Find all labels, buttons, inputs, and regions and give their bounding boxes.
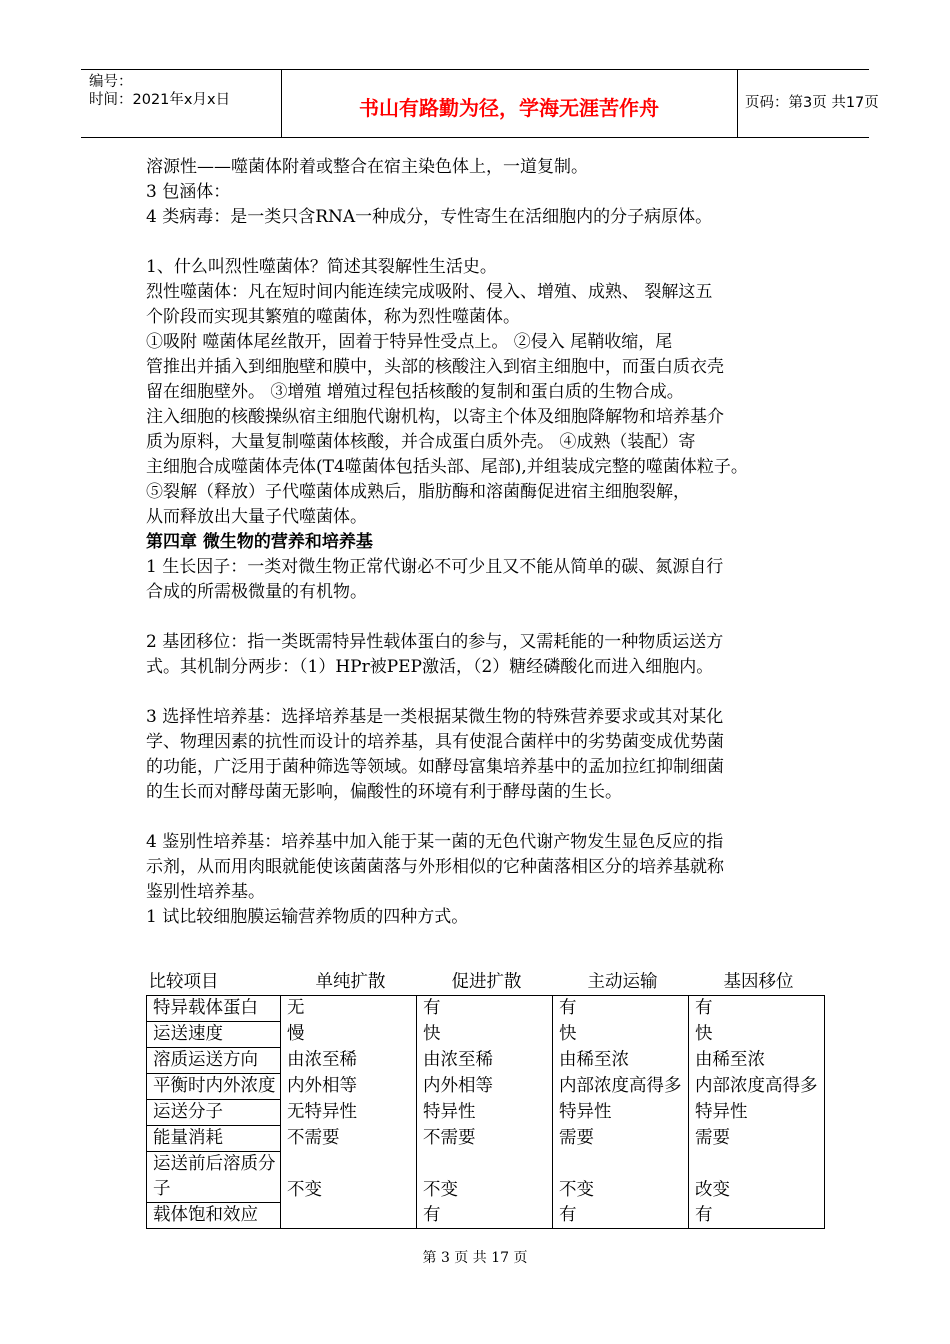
paragraph: 留在细胞壁外。 ③增殖 增殖过程包括核酸的复制和蛋白质的生物合成。 xyxy=(146,382,684,402)
table-cell: 有 xyxy=(417,1203,553,1229)
table-cell: 内外相等 xyxy=(281,1074,417,1100)
row-label: 运送速度 xyxy=(147,1022,281,1048)
table-cell: 不变 xyxy=(417,1152,553,1203)
header-cell: 基因移位 xyxy=(723,972,794,992)
chapter-heading: 第四章 微生物的营养和培养基 xyxy=(146,532,373,552)
paragraph: ①吸附 噬菌体尾丝散开，固着于特异性受点上。 ②侵入 尾鞘收缩，尾 xyxy=(146,332,673,352)
table-cell: 不需要 xyxy=(281,1126,417,1152)
paragraph: 的生长而对酵母菌无影响，偏酸性的环境有利于酵母菌的生长。 xyxy=(146,782,622,802)
table-row xyxy=(147,1022,825,1048)
paragraph: 示剂，从而用肉眼就能使该菌菌落与外形相似的它种菌落相区分的培养基就称 xyxy=(146,857,724,877)
table-cell: 慢 xyxy=(281,1022,417,1048)
table-cell: 内外相等 xyxy=(417,1074,553,1100)
header-cell: 比较项目 xyxy=(148,972,219,992)
table-cell: 需要 xyxy=(553,1126,689,1152)
table-cell: 不变 xyxy=(281,1152,417,1203)
table-cell: 内部浓度高得多 xyxy=(553,1074,689,1100)
paragraph: 主细胞合成噬菌体壳体(T4噬菌体包括头部、尾部),并组装成完整的噬菌体粒子。 xyxy=(146,457,748,477)
table-cell: 无 xyxy=(281,996,417,1022)
paragraph: 式。其机制分两步：（1）HPr被PEP激活，（2）糖经磷酸化而进入细胞内。 xyxy=(146,657,714,677)
paragraph: 个阶段而实现其繁殖的噬菌体，称为烈性噬菌体。 xyxy=(146,307,520,327)
page-header xyxy=(81,69,879,138)
row-label: 溶质运送方向 xyxy=(147,1048,281,1074)
header-cell: 促进扩散 xyxy=(451,972,522,992)
table-row xyxy=(147,996,825,1022)
table-cell: 由浓至稀 xyxy=(417,1048,553,1074)
table-row xyxy=(147,1048,825,1074)
paragraph: 4 类病毒：是一类只含RNA一种成分，专性寄生在活细胞内的分子病原体。 xyxy=(146,207,713,227)
paragraph: 鉴别性培养基。 xyxy=(146,882,265,902)
question-heading: 1 试比较细胞膜运输营养物质的四种方式。 xyxy=(146,907,469,927)
date-label: 时间：2021年x月x日 xyxy=(89,92,231,108)
row-label: 平衡时内外浓度 xyxy=(147,1074,281,1100)
motto: 书山有路勤为径，学海无涯苦作舟 xyxy=(359,96,659,120)
table-row xyxy=(147,1152,825,1203)
paragraph: 质为原料，大量复制噬菌体核酸，并合成蛋白质外壳。 ④成熟（装配）寄 xyxy=(146,432,696,452)
table-cell: 特异性 xyxy=(689,1100,825,1126)
header-left-cell xyxy=(81,70,282,137)
paragraph: 合成的所需极微量的有机物。 xyxy=(146,582,367,602)
page-footer: 第 3 页 共 17 页 xyxy=(422,1250,528,1266)
table-cell: 有 xyxy=(417,996,553,1022)
comparison-table xyxy=(146,970,825,1229)
table-cell: 快 xyxy=(689,1022,825,1048)
paragraph: 注入细胞的核酸操纵宿主细胞代谢机构，以寄主个体及细胞降解物和培养基介 xyxy=(146,407,724,427)
paragraph: 从而释放出大量子代噬菌体。 xyxy=(146,507,367,527)
paragraph: 烈性噬菌体：凡在短时间内能连续完成吸附、侵入、增殖、成熟、 裂解这五 xyxy=(146,282,713,302)
table-row xyxy=(147,1100,825,1126)
row-label: 能量消耗 xyxy=(147,1126,281,1152)
table-cell: 不变 xyxy=(553,1152,689,1203)
row-label: 载体饱和效应 xyxy=(147,1203,281,1229)
header-right-cell xyxy=(737,70,879,137)
document-number-label: 编号： xyxy=(89,74,133,90)
table-cell: 不需要 xyxy=(417,1126,553,1152)
paragraph: ⑤裂解（释放）子代噬菌体成熟后，脂肪酶和溶菌酶促进宿主细胞裂解， xyxy=(146,482,690,502)
table-cell: 内部浓度高得多 xyxy=(689,1074,825,1100)
table-cell: 需要 xyxy=(689,1126,825,1152)
table-cell xyxy=(281,1203,417,1229)
row-label: 运送前后溶质分子 xyxy=(147,1152,281,1203)
header-cell: 单纯扩散 xyxy=(315,972,386,992)
paragraph: 3 选择性培养基：选择培养基是一类根据某微生物的特殊营养要求或其对某化 xyxy=(146,707,724,727)
paragraph: 的功能，广泛用于菌种筛选等领域。如酵母富集培养基中的孟加拉红抑制细菌 xyxy=(146,757,724,777)
table-cell: 快 xyxy=(553,1022,689,1048)
header-cell: 主动运输 xyxy=(587,972,658,992)
paragraph: 1 生长因子：一类对微生物正常代谢必不可少且又不能从简单的碳、氮源自行 xyxy=(146,557,724,577)
table-cell: 有 xyxy=(553,1203,689,1229)
page-indicator: 页码：第3页 共17页 xyxy=(745,95,879,111)
table-row xyxy=(147,1126,825,1152)
table-header-row xyxy=(147,970,825,996)
table-cell: 有 xyxy=(553,996,689,1022)
table-cell: 有 xyxy=(689,1203,825,1229)
table-cell: 无特异性 xyxy=(281,1100,417,1126)
paragraph: 溶源性——噬菌体附着或整合在宿主染色体上，一道复制。 xyxy=(146,157,588,177)
table-cell: 特异性 xyxy=(417,1100,553,1126)
paragraph: 学、物理因素的抗性而设计的培养基，具有使混合菌样中的劣势菌变成优势菌 xyxy=(146,732,724,752)
table-cell: 由稀至浓 xyxy=(689,1048,825,1074)
header-middle-cell xyxy=(281,70,738,137)
row-label: 运送分子 xyxy=(147,1100,281,1126)
table-cell: 由稀至浓 xyxy=(553,1048,689,1074)
paragraph: 4 鉴别性培养基：培养基中加入能于某一菌的无色代谢产物发生显色反应的指 xyxy=(146,832,724,852)
paragraph: 2 基团移位：指一类既需特异性载体蛋白的参与，又需耗能的一种物质运送方 xyxy=(146,632,724,652)
table-cell: 有 xyxy=(689,996,825,1022)
table-cell: 快 xyxy=(417,1022,553,1048)
question-heading: 1、什么叫烈性噬菌体？简述其裂解性生活史。 xyxy=(146,257,497,277)
table-cell: 特异性 xyxy=(553,1100,689,1126)
main-text xyxy=(146,155,822,930)
paragraph: 3 包涵体： xyxy=(146,182,231,202)
row-label: 特异载体蛋白 xyxy=(147,996,281,1022)
table-cell: 由浓至稀 xyxy=(281,1048,417,1074)
table-row xyxy=(147,1203,825,1229)
table-cell: 改变 xyxy=(689,1152,825,1203)
table-row xyxy=(147,1074,825,1100)
paragraph: 管推出并插入到细胞壁和膜中，头部的核酸注入到宿主细胞中，而蛋白质衣壳 xyxy=(146,357,724,377)
